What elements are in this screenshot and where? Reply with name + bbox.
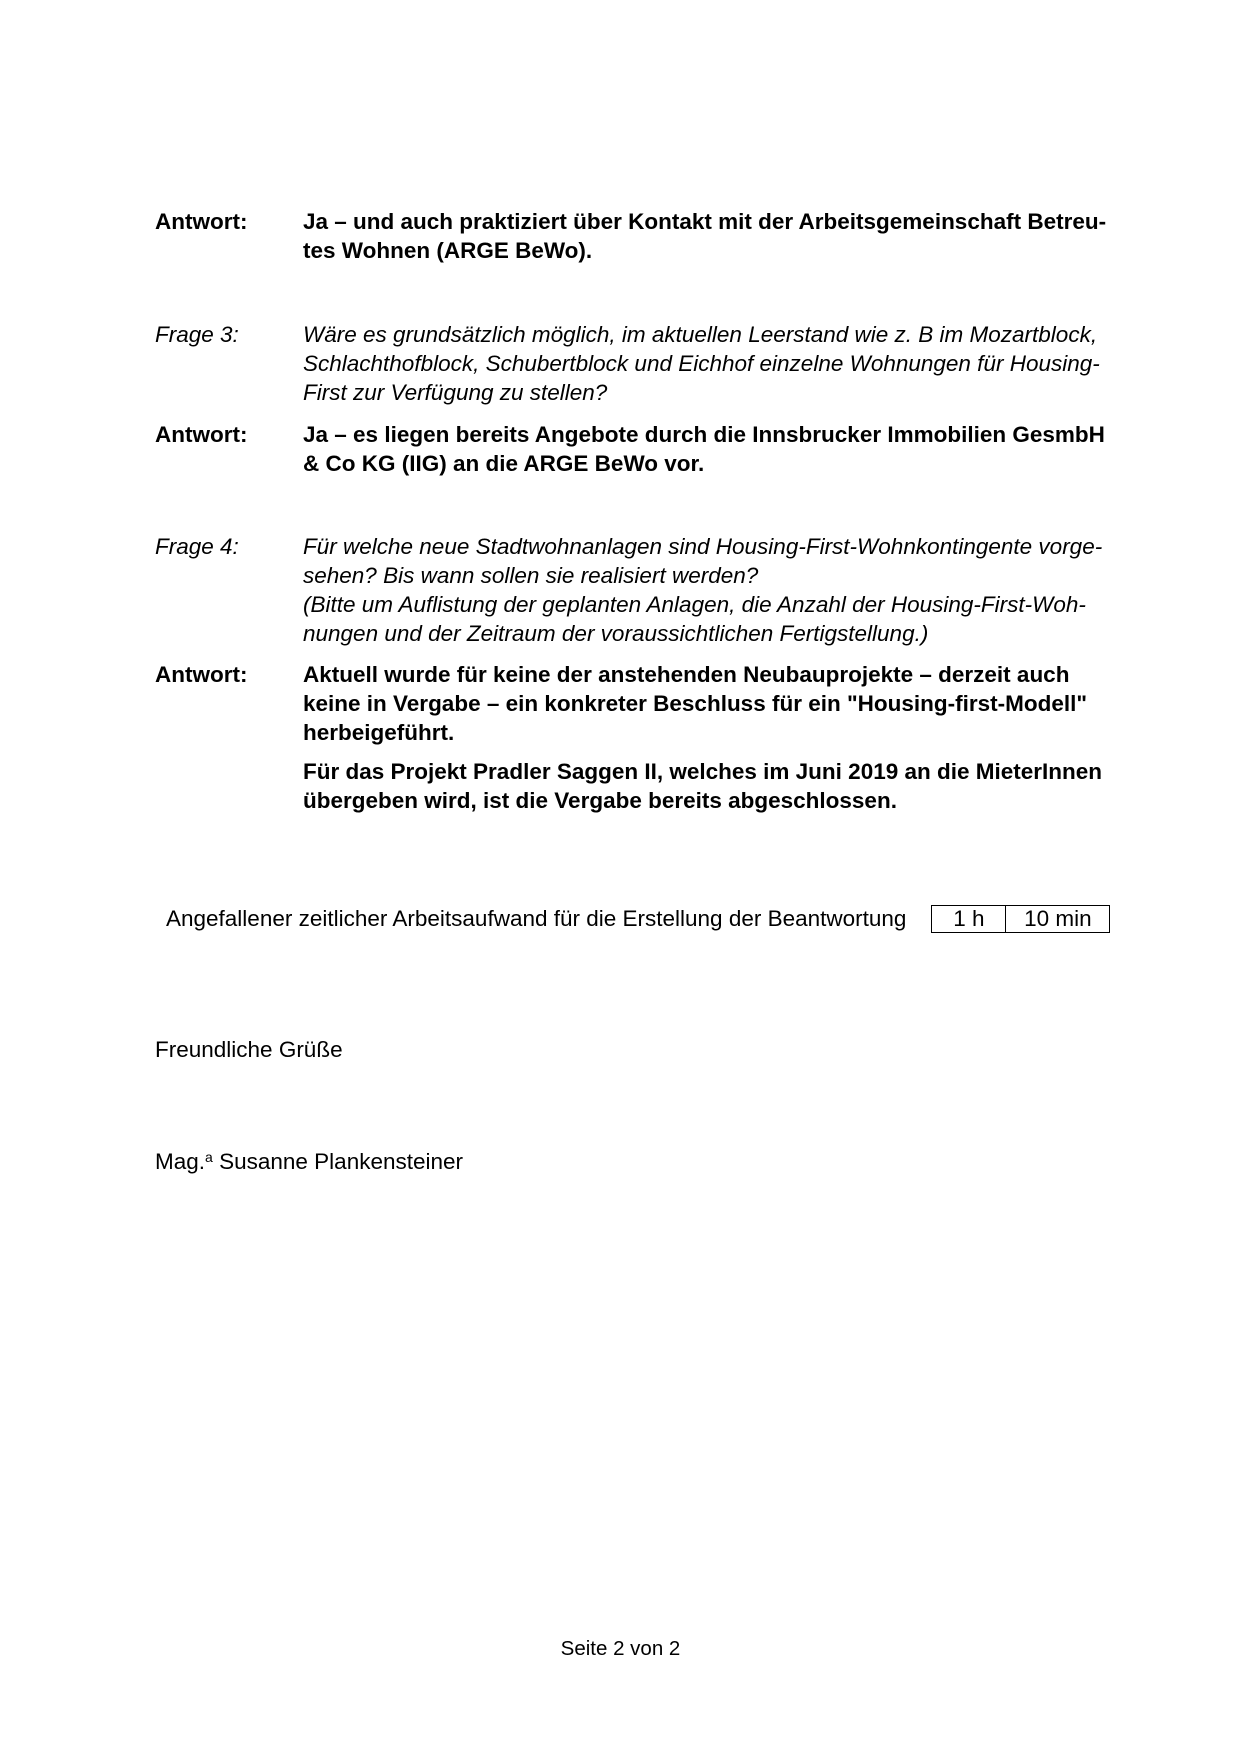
answer-text	[303, 660, 1135, 815]
question-block-4	[155, 532, 1135, 648]
question-label: Frage 3:	[155, 322, 239, 347]
answer-block-3	[155, 420, 1135, 478]
question-line: Schlachthofblock, Schubertblock und Eichhof einzelne Wohnungen für Housing-	[303, 351, 1100, 376]
answer-line: herbeigeführt.	[303, 720, 455, 745]
signer-name: Susanne Plankensteiner	[219, 1149, 464, 1174]
effort-row	[166, 905, 1110, 933]
answer-label: Antwort:	[155, 662, 248, 687]
signer	[155, 1148, 463, 1176]
question-text	[303, 532, 1135, 648]
greeting: Freundliche Grüße	[155, 1037, 343, 1062]
question-text	[303, 320, 1135, 407]
question-line: Wäre es grundsätzlich möglich, im aktuellen Leerstand wie z. B im Mozartblock,	[303, 322, 1098, 347]
answer-line: Ja – es liegen bereits Angebote durch die Innsbrucker Immobilien GesmbH	[303, 422, 1105, 447]
question-line: Für welche neue Stadtwohnanlagen sind Housing-First-Wohnkontingente vorge-	[303, 534, 1103, 559]
answer-text	[303, 207, 1135, 265]
answer-line: tes Wohnen (ARGE BeWo).	[303, 238, 593, 263]
question-line: sehen? Bis wann sollen sie realisiert werden?	[303, 563, 759, 588]
effort-hours: 1 h	[932, 906, 1006, 932]
answer-line: Aktuell wurde für keine der anstehenden Neubauprojekte – derzeit auch	[303, 662, 1070, 687]
answer-line: übergeben wird, ist die Vergabe bereits abgeschlossen.	[303, 788, 897, 813]
question-line: First zur Verfügung zu stellen?	[303, 380, 608, 405]
answer-line: keine in Vergabe – ein konkreter Beschluss für ein "Housing-first-Modell"	[303, 691, 1088, 716]
answer-block-4	[155, 660, 1135, 815]
question-label: Frage 4:	[155, 534, 239, 559]
answer-block-q2	[155, 207, 1135, 265]
effort-box	[931, 905, 1110, 933]
signer-title: Mag.	[155, 1149, 206, 1174]
question-line: nungen und der Zeitraum der voraussichtlichen Fertigstellung.)	[303, 621, 929, 646]
answer-line: Für das Projekt Pradler Saggen II, welches im Juni 2019 an die MieterInnen	[303, 759, 1103, 784]
question-line: (Bitte um Auflistung der geplanten Anlagen, die Anzahl der Housing-First-Woh-	[303, 592, 1086, 617]
answer-label: Antwort:	[155, 209, 248, 234]
answer-text	[303, 420, 1135, 478]
page-number: Seite 2 von 2	[560, 1637, 681, 1660]
answer-label: Antwort:	[155, 422, 248, 447]
question-block-3	[155, 320, 1135, 407]
answer-line: & Co KG (IIG) an die ARGE BeWo vor.	[303, 451, 705, 476]
effort-minutes: 10 min	[1024, 906, 1092, 931]
signer-title-suffix: a	[205, 1149, 213, 1165]
effort-label: Angefallener zeitlicher Arbeitsaufwand für die Erstellung der Beantwortung	[166, 906, 907, 931]
answer-line: Ja – und auch praktiziert über Kontakt mit der Arbeitsgemeinschaft Betreu-	[303, 209, 1107, 234]
